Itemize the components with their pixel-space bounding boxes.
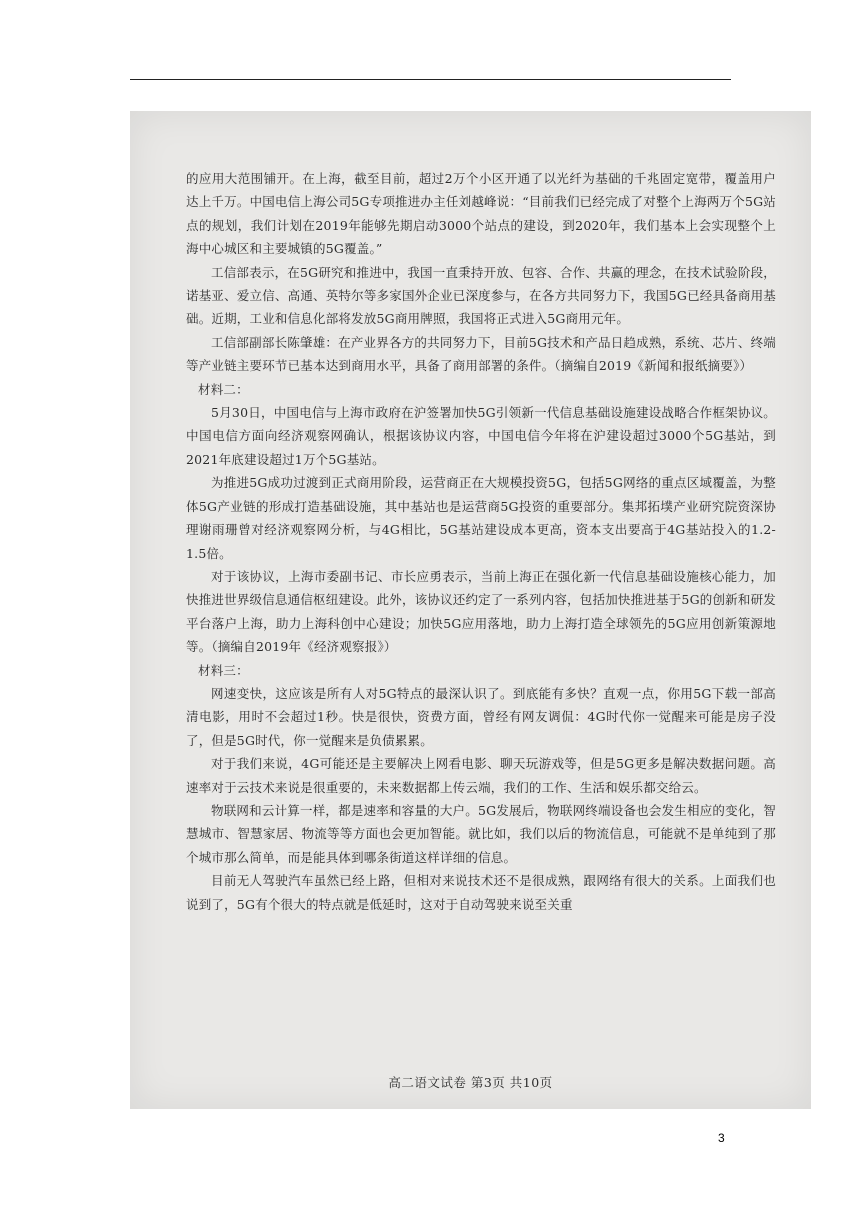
exam-page-footer: 高二语文试卷 第3页 共10页 — [388, 1075, 553, 1090]
header-rule — [130, 79, 731, 80]
article-body — [186, 167, 776, 916]
paragraph-10: 目前无人驾驶汽车虽然已经上路，但相对来说技术还不是很成熟，跟网络有很大的关系。上面我们也说到了，5G有个很大的特点就是低延时，这对于自动驾驶来说至关重 — [186, 873, 776, 912]
scanned-page — [130, 111, 811, 1109]
paragraph-5: 为推进5G成功过渡到正式商用阶段，运营商正在大规模投资5G，包括5G网络的重点区域覆盖，为整体5G产业链的形成打造基础设施，其中基站也是运营商5G投资的重要部分。集邦拓墣产业研究院资深协理谢雨珊曾对经济观察网分析，与4G相比，5G基站建设成本更高，资本支出要高于4G基站投入的1.2-1.5倍。 — [186, 475, 776, 561]
paragraph-3: 工信部副部长陈肇雄：在产业界各方的共同努力下，目前5G技术和产品日趋成熟，系统、芯片、终端等产业链主要环节已基本达到商用水平，具备了商用部署的条件。（摘编自2019《新闻和报纸摘要》） — [186, 334, 776, 374]
paragraph-7: 网速变快，这应该是所有人对5G特点的最深认识了。到底能有多快？直观一点，你用5G下载一部高清电影，用时不会超过1秒。快是很快，资费方面，曾经有网友调侃：4G时代你一觉醒来可能是房子没了，但是5G时代，你一觉醒来是负债累累。 — [186, 685, 776, 748]
paragraph-9: 物联网和云计算一样，都是速率和容量的大户。5G发展后，物联网终端设备也会发生相应的变化，智慧城市、智慧家居、物流等等方面也会更加智能。就比如，我们以后的物流信息，可能就不是单纯到了那个城市那么简单，而是能具体到哪条街道这样详细的信息。 — [186, 802, 776, 865]
paragraph-8: 对于我们来说，4G可能还是主要解决上网看电影、聊天玩游戏等，但是5G更多是解决数据问题。高速率对于云技术来说是很重要的，未来数据都上传云端，我们的工作、生活和娱乐都交给云。 — [186, 756, 776, 795]
paragraph-2: 工信部表示，在5G研究和推进中，我国一直秉持开放、包容、合作、共赢的理念，在技术试验阶段，诺基亚、爱立信、高通、英特尔等多家国外企业已深度参与，在各方共同努力下，我国5G已经具备商用基础。近期，工业和信息化部将发放5G商用牌照，我国将正式进入5G商用元年。 — [186, 264, 776, 327]
section-heading-material-3: 材料三： — [198, 662, 249, 678]
paragraph-6: 对于该协议，上海市委副书记、市长应勇表示，当前上海正在强化新一代信息基础设施核心能力，加快推进世界级信息通信枢纽建设。此外，该协议还约定了一系列内容，包括加快推进基于5G的创新和研发平台落户上海，助力上海科创中心建设；加快5G应用落地，助力上海打造全球领先的5G应用创新策源地等。（摘编自2019年《经济观察报》） — [186, 568, 776, 655]
paragraph-1: 的应用大范围铺开。在上海，截至目前，超过2万个小区开通了以光纤为基础的千兆固定宽带，覆盖用户达上千万。中国电信上海公司5G专项推进办主任刘越峰说：“目前我们已经完成了对整个上海两万个5G站点的规划，我们计划在2019年能够先期启动3000个站点的建设，到2020年，我们基本上会实现整个上海中心城区和主要城镇的5G覆盖。” — [186, 171, 776, 257]
section-heading-material-2: 材料二： — [198, 381, 249, 397]
page-number: 3 — [718, 1131, 725, 1145]
paragraph-4: 5月30日，中国电信与上海市政府在沪签署加快5G引领新一代信息基础设施建设战略合作框架协议。中国电信方面向经济观察网确认，根据该协议内容，中国电信今年将在沪建设超过3000个5G基站，到2021年底建设超过1万个5G基站。 — [186, 405, 776, 467]
